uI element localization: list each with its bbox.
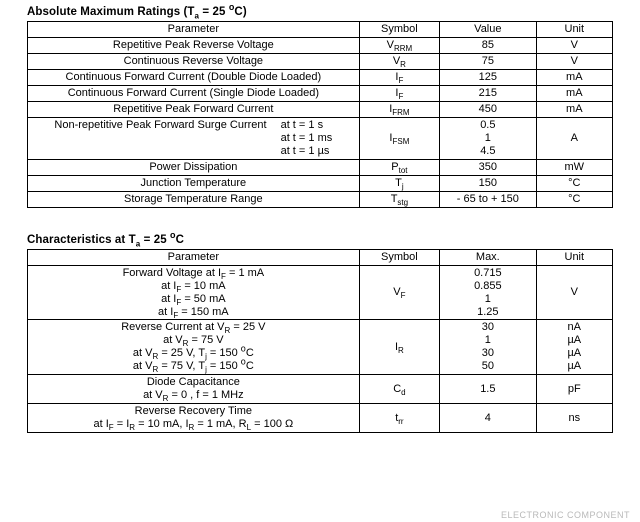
value-line: 0.5 [480,118,496,131]
section-title-suffix: C [175,233,185,246]
cell-parameter [28,265,360,320]
cell-value: 150 [440,175,536,191]
parameter-line: at $V_R = 0$ , f = 1 MHz [143,389,244,404]
absolute-maximum-ratings-table [27,21,613,208]
condition-line: at t = 1 ms [280,131,333,144]
section-title-degree: o [170,229,176,240]
cell-symbol [359,117,439,159]
cell-parameter: Repetitive Peak Forward Current [28,101,360,117]
table-row [28,85,613,101]
unit-line: µA [567,360,582,373]
symbol-subscript: FSM [392,136,410,146]
cell-parameter: Power Dissipation [28,159,360,175]
table-header-row [28,22,613,38]
parameter-line: Forward Voltage at $I_F = 1$ mA [122,266,265,281]
cell-parameter [28,117,360,159]
cell-unit: mA [536,101,612,117]
cell-value: 450 [440,101,536,117]
characteristics-table [27,249,613,434]
table-row-forward-voltage [28,265,613,320]
header-unit: Unit [536,22,612,38]
symbol-subscript: RRM [393,44,413,54]
cell-parameter: Continuous Forward Current (Single Diode Loaded) [28,85,360,101]
cell-unit: mA [536,69,612,85]
cell-symbol [359,85,439,101]
table-row [28,101,613,117]
table-row [28,159,613,175]
symbol-main: T [390,192,398,205]
cell-unit: °C [536,175,612,191]
parameter-line: Reverse Current at $V_R = 25$ V [121,321,266,336]
value-line: 30 [481,347,494,360]
table-row [28,191,613,207]
cell-symbol [359,175,439,191]
symbol-main: I [395,86,399,99]
header-symbol: Symbol [359,249,439,265]
cell-symbol [359,375,439,404]
cell-value [440,320,536,375]
cell-symbol [359,265,439,320]
parameter-line: Diode Capacitance [146,376,240,389]
section-gap [27,208,632,234]
cell-unit: °C [536,191,612,207]
header-unit: Unit [536,249,612,265]
condition-line: at t = 1 s [280,118,324,131]
cell-value: 4 [440,404,536,433]
cell-unit: V [536,53,612,69]
cell-unit: mA [536,85,612,101]
symbol-subscript: FRM [392,108,410,118]
symbol-subscript: F [398,76,404,86]
cell-value: 215 [440,85,536,101]
symbol-main: P [391,160,399,173]
value-line: 0.855 [474,279,502,292]
header-max: Max. [440,249,536,265]
cell-value: 1.5 [440,375,536,404]
cell-symbol [359,101,439,117]
section-title-mid: = 25 [140,233,171,246]
cell-parameter [28,320,360,375]
section-title-prefix: Characteristics at T [27,233,136,246]
cell-value [440,265,536,320]
cell-symbol [359,69,439,85]
cell-value: 350 [440,159,536,175]
cell-unit [536,320,612,375]
section-title-suffix: C) [234,6,247,18]
symbol-subscript: F [398,92,404,102]
parameter-line: Reverse Recovery Time [134,405,253,418]
cell-symbol [359,37,439,53]
cell-value [440,117,536,159]
cell-value: 125 [440,69,536,85]
value-line: 1 [484,292,491,305]
section-title-prefix: Absolute Maximum Ratings (T [27,6,195,18]
cell-parameter: Storage Temperature Range [28,191,360,207]
cell-symbol [359,191,439,207]
cell-unit: A [536,117,612,159]
cell-unit: V [536,265,612,320]
header-parameter: Parameter [28,249,360,265]
section-title-degree: o [228,2,235,13]
symbol-main: I [389,102,393,115]
section-title-characteristics [27,229,632,248]
symbol-main: I [395,70,399,83]
parameter-line: at $I_F = I_R = 10$ mA, $I_R = 1$ mA, $R_L = 100$ Ω [93,418,294,433]
unit-line: nA [567,321,582,334]
header-parameter: Parameter [28,22,360,38]
value-line: 1 [484,334,491,347]
symbol-subscript: rr [398,416,404,426]
cell-parameter: Repetitive Peak Reverse Voltage [28,37,360,53]
cell-unit: pF [536,375,612,404]
section-title-mid: = 25 [199,6,229,18]
cell-parameter: Junction Temperature [28,175,360,191]
table-row-reverse-recovery-time [28,404,613,433]
value-line: 4.5 [480,144,496,157]
symbol-subscript: j [401,181,404,191]
condition-line: at t = 1 µs [280,144,330,157]
symbol-main: V [393,286,401,299]
value-line: 30 [481,321,494,334]
parameter-line: at $I_F = 50$ mA [161,292,226,307]
symbol-subscript: stg [397,197,409,207]
symbol-subscript: tot [398,165,408,175]
cell-symbol [359,53,439,69]
symbol-main: V [386,38,394,51]
table-row [28,175,613,191]
symbol-main: T [395,176,402,189]
cell-value: 85 [440,37,536,53]
symbol-main: C [393,382,402,395]
parameter-line: at $V_R = 25$ V, $T_j = 150$ $^o$C [132,343,254,362]
cell-parameter [28,375,360,404]
cell-parameter: Continuous Forward Current (Double Diode Loaded) [28,69,360,85]
cell-symbol [359,320,439,375]
table-row-reverse-current [28,320,613,375]
table-header-row [28,249,613,265]
parameter-label: Non-repetitive Peak Forward Surge Current [54,118,267,131]
parameter-conditions [281,119,333,158]
symbol-subscript: F [400,291,406,301]
section-title-subscript: a [135,238,141,248]
symbol-subscript: R [400,60,406,70]
parameter-line: at $I_F = 150$ mA [158,305,229,320]
symbol-subscript: R [398,346,404,356]
cell-value: - 65 to + 150 [440,191,536,207]
section-title-subscript: a [194,11,200,21]
value-line: 1.25 [477,305,499,318]
symbol-main: I [394,340,399,353]
cell-value: 75 [440,53,536,69]
cell-unit: V [536,37,612,53]
table-row-diode-capacitance [28,375,613,404]
cell-parameter [28,404,360,433]
parameter-line: at $I_F = 10$ mA [161,279,226,294]
symbol-main: V [392,54,401,67]
unit-line: µA [567,347,582,360]
parameter-line: at $V_R = 75$ V, $T_j = 150$ $^o$C [132,356,254,375]
section-title-absolute-maximum-ratings [27,2,632,21]
table-row [28,69,613,85]
watermark-text: ELECTRONIC COMPONENT [500,510,630,520]
table-row [28,53,613,69]
header-value: Value [440,22,536,38]
header-symbol: Symbol [359,22,439,38]
cell-symbol [359,404,439,433]
value-line: 50 [481,360,494,373]
symbol-main: I [389,131,393,144]
symbol-main: t [395,411,399,424]
table-row-surge-current [28,117,613,159]
value-line: 0.715 [474,266,502,279]
cell-unit: mW [536,159,612,175]
parameter-line: at $V_R = 75$ V [163,334,224,349]
unit-line: µA [567,334,582,347]
cell-unit: ns [536,404,612,433]
cell-symbol [359,159,439,175]
table-row [28,37,613,53]
value-line: 1 [484,131,491,144]
symbol-subscript: d [401,388,406,398]
cell-parameter: Continuous Reverse Voltage [28,53,360,69]
